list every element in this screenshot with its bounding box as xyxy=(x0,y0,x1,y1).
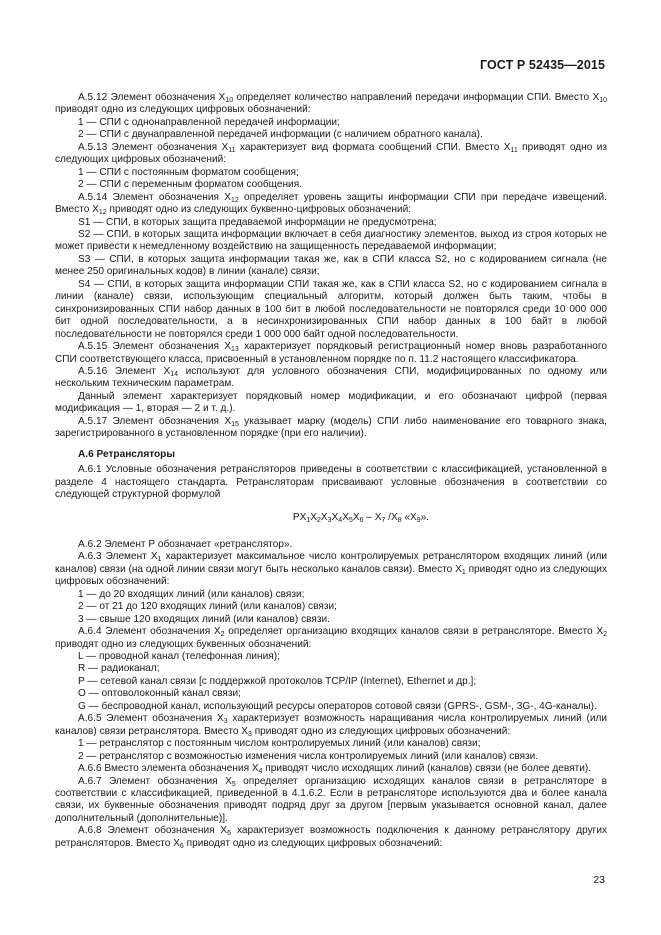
list-item: P — сетевой канал связи [с поддержкой протоколов TCP/IP (Internet), Ethernet и др.]; xyxy=(78,675,477,687)
list-item: 2 — ретранслятор с возможностью изменения числа контролируемых линий (или каналов) связи. xyxy=(78,750,539,762)
clause-a6-6: А.6.6 Вместо элемента обозначения $X_4$ приводят число исходящих линий (каналов) связи (не более девяти). xyxy=(78,763,592,776)
clause-a6-3: А.6.3 Элемент $X_1$ характеризует максимальное число контролируемых ретранслятором входящих линий (или каналов) связи (на одной линии связи могут быть несколько каналов связи). Вместо $X_1$ приводят одно из следующих цифровых обозначений: xyxy=(55,551,607,588)
clause-a5-14: А.5.14 Элемент обозначения $X_{12}$ определяет уровень защиты информации СПИ при передаче извещений. Вместо $X_{12}$ приводят одно из следующих буквенно-цифровых обозначений: xyxy=(55,191,607,217)
clause-a5-13: А.5.13 Элемент обозначения $X_{11}$ характеризует вид формата сообщений СПИ. Вместо $X_{11}$ приводят одно из следующих цифровых обозначений: xyxy=(55,141,607,166)
list-item: 3 — свыше 120 входящих линий (или каналов) связи. xyxy=(78,613,330,625)
list-item: S2 — СПИ, в которых защита информации включает в себя диагностику элементов, выход из строя которых не может привести к немедленному воздействию на защищенность передаваемой информации; xyxy=(55,228,607,253)
clause-a6-5: А.6.5 Элемент обозначения $X_3$ характеризует возможность наращивания числа контролируемых линий (или каналов) связи ретранслятора. Вместо $X_3$ приводят одно из следующих цифровых обозначений: xyxy=(55,713,607,738)
list-item: 2 — СПИ с переменным форматом сообщения. xyxy=(78,179,302,191)
list-item: O — оптоволоконный канал связи; xyxy=(78,688,241,700)
list-item: 1 — СПИ с постоянным форматом сообщения; xyxy=(78,166,299,178)
clause-a5-15: А.5.15 Элемент обозначения $X_{13}$ характеризует порядковый регистрационный номер вновь разработанного СПИ соответствующего класса, присвоенный в установленном порядке по п. 11.2 настоящего классификатора. xyxy=(55,341,607,365)
list-item: 1 — ретранслятор с постоянным числом контролируемых линий (или каналов) связи; xyxy=(78,738,481,750)
list-item: 2 — от 21 до 120 входящих линий (или каналов) связи; xyxy=(78,601,337,613)
list-item: S3 — СПИ, в которых защита информации такая же, как в СПИ класса S2, но с кодированием сигнала (не менее 250 оригинальных кодов) в линии (канале) связи; xyxy=(55,253,607,278)
list-item: 1 — СПИ с однонаправленной передачей информации; xyxy=(78,116,340,128)
list-item: 2 — СПИ с двунаправленной передачей информации (с наличием обратного канала). xyxy=(78,129,483,141)
list-item: G — беспроводной канал, использующий ресурсы операторов сотовой связи (GPRS-, GSM-, 3G-, 4G-каналы). xyxy=(78,700,597,712)
list-item: S4 — СПИ, в которых защита информации СПИ такая же, как в СПИ класса S2, но с кодированием сигнала в линии (канале) связи, использующим специальный алгоритм, который должен быть таким, чтобы в синхронизированных СПИ набор данных в 100 бит в любой последовательности не повторялся среди 10 000 000 бит одной последовательности, а в несинхронизированных СПИ набор данных в 100 байт в любой последовательности не повторялся среди 1 000 000 байт одной последовательности. xyxy=(55,278,607,340)
clause-a5-12: А.5.12 Элемент обозначения $X_{10}$ определяет количество направлений передачи информации СПИ. Вместо $X_{10}$ приводят одно из следующих цифровых обозначений: xyxy=(55,92,607,116)
list-item: 1 — до 20 входящих линий (или каналов) связи; xyxy=(78,588,305,600)
list-item: L — проводной канал (телефонная линия); xyxy=(78,651,280,663)
clause-a6-2: А.6.2 Элемент Р обозначает «ретранслятор». xyxy=(78,538,293,550)
structural-formula: $РX_1X_2X_3X_4X_5X_6 - X_7$ $/X_8$ «$X_9$». xyxy=(292,511,430,524)
clause-a5-17: А.5.17 Элемент обозначения $X_{15}$ указывает марку (модель) СПИ либо наименование его товарного знака, зарегистрированного в установленном порядке (при его наличии). xyxy=(55,415,607,440)
clause-a5-16: А.5.16 Элемент $X_{14}$ используют для условного обозначения СПИ, модифицированных по одному или нескольким техническим параметрам. xyxy=(55,365,607,390)
paragraph: Данный элемент характеризует порядковый номер модификации, и его обозначают цифрой (первая модификация — 1, вторая — 2 и т. д.). xyxy=(55,390,607,415)
document-body xyxy=(55,92,607,850)
page-number: 23 xyxy=(593,874,605,886)
list-item: S1 — СПИ, в которых защита предаваемой информации не предусмотрена; xyxy=(78,216,437,228)
section-title-a6: А.6 Ретрансляторы xyxy=(78,448,175,460)
clause-a6-1: А.6.1 Условные обозначения ретрансляторов приведены в соответствии с классификацией, установленной в разделе 4 настоящего стандарта. Ретрансляторам присваивают условные обозначения в соответствии со следующей структурной формулой xyxy=(55,464,607,501)
clause-a6-8: А.6.8 Элемент обозначения $X_6$ характеризует возможность подключения к данному ретранслятору других ретрансляторов. Вместо $X_6$ приводят одно из следующих цифровых обозначений: xyxy=(55,825,607,850)
list-item: R — радиоканал; xyxy=(78,663,160,675)
clause-a6-4: А.6.4 Элемент обозначения $X_2$ определяет организацию входящих каналов связи в ретрансляторе. Вместо $X_2$ приводят одно из следующих буквенных обозначений: xyxy=(55,626,607,650)
standard-code: ГОСТ Р 52435—2015 xyxy=(479,58,605,72)
clause-a6-7: А.6.7 Элемент обозначения $X_5$ определяет организацию исходящих каналов связи в ретрансляторе в соответствии с классификацией, приведенной в 4.1.6.2. Если в ретрансляторе используются два и более канала связи, их буквенные обозначения приводят подряд друг за другом [первым указывается основной канал, далее дополнительный (дополнительные)]. xyxy=(55,775,607,824)
